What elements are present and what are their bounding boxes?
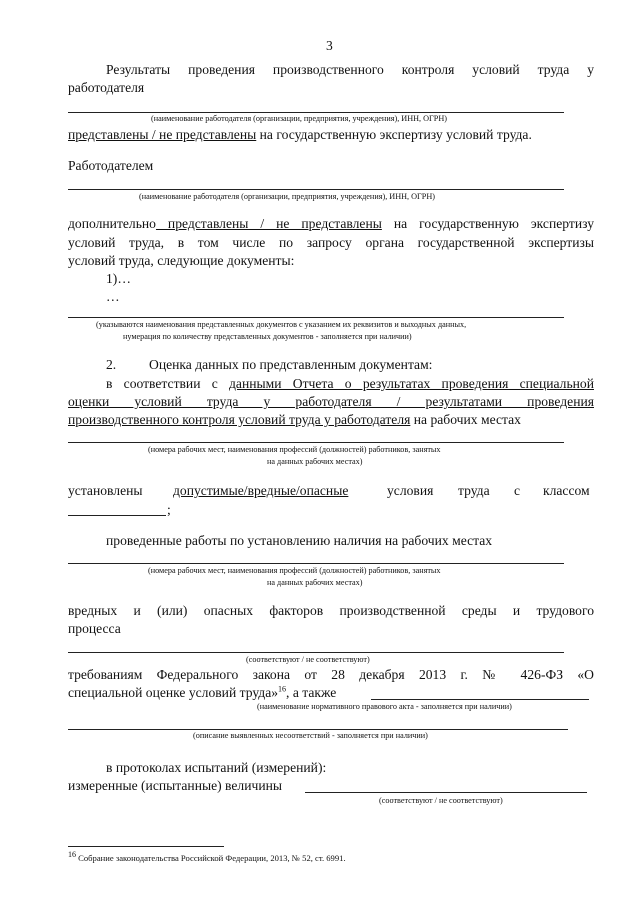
employer-blank-line-2 <box>68 189 564 190</box>
section2-p1-line3 <box>68 412 521 428</box>
section2-p1-line2: оценки условий труда у работодателя / результатами проведения <box>68 394 594 409</box>
conditions-word: условия <box>387 483 434 498</box>
workplaces-blank-line-1 <box>68 442 564 443</box>
factors-line-1: вредных и (или) опасных факторов производственной среды и трудового <box>68 603 594 618</box>
normative-act-blank-line <box>371 699 589 700</box>
semicolon: ; <box>167 502 171 517</box>
footnote-separator <box>68 846 224 847</box>
factors-line-2: процесса <box>68 621 121 636</box>
p1-production-control: производственного контроля условий труда у работодателя <box>68 412 411 427</box>
requirements-law-name: специальной оценке условий труда» <box>68 685 279 700</box>
employer-label: Работодателем <box>68 158 154 173</box>
caption-workplaces-2b: на данных рабочих местах) <box>267 578 363 587</box>
footnote-ref-16: 16 <box>278 684 287 694</box>
section2-number: 2. <box>106 357 117 372</box>
presented-options: представлены / не представлены <box>68 127 257 142</box>
established-word: установлены <box>68 483 143 498</box>
caption-normative: (наименование нормативного правового акта - заполняется при наличии) <box>257 702 512 711</box>
with-word: с <box>514 483 521 498</box>
caption-workplaces-1a: (номера рабочих мест, наименования профессий (должностей) работников, занятых <box>148 445 441 454</box>
additional-tail: на государственную экспертизу <box>381 216 594 231</box>
requirements-line-2 <box>68 685 336 701</box>
additional-line-1 <box>68 216 594 232</box>
conform-blank-line-1 <box>68 652 564 653</box>
measured-values-label: измеренные (испытанные) величины <box>68 778 283 793</box>
caption-employer-2: (наименование работодателя (организации, предприятия, учреждения), ИНН, ОГРН) <box>139 192 435 201</box>
labor-word: труда <box>458 483 490 498</box>
list-item-1: 1)… <box>106 271 131 286</box>
section1-title-line2: работодателя <box>68 80 145 95</box>
additional-line-2: условий труда, в том числе по запросу органа государственной экспертизы <box>68 235 594 250</box>
employer-blank-line-1 <box>68 112 564 113</box>
caption-workplaces-2a: (номера рабочих мест, наименования профессий (должностей) работников, занятых <box>148 566 441 575</box>
requirements-also: , а также <box>286 685 337 700</box>
protocols-line: в протоколах испытаний (измерений): <box>106 760 327 775</box>
footnote-16 <box>68 850 346 863</box>
conditions-options: допустимые/вредные/опасные <box>173 483 349 498</box>
caption-employer-1: (наименование работодателя (организации, предприятия, учреждения), ИНН, ОГРН) <box>151 114 447 123</box>
list-item-2: … <box>106 289 120 304</box>
measured-values-blank-line <box>305 792 587 793</box>
caption-conform-1: (соответствуют / не соответствуют) <box>246 655 370 664</box>
p1-report-link: данными Отчета о результатах проведения специальной <box>229 376 594 391</box>
caption-documents-2: нумерация по количеству представленных документов - заполняется при наличии) <box>123 332 412 341</box>
caption-workplaces-1b: на данных рабочих местах) <box>267 457 363 466</box>
caption-discrepancies: (описание выявленных несоответствий - заполняется при наличии) <box>193 731 428 740</box>
caption-conform-2: (соответствуют / не соответствуют) <box>379 796 503 805</box>
discrepancies-blank-line <box>68 729 568 730</box>
presented-tail: на государственную экспертизу условий труда. <box>256 127 532 142</box>
presented-sentence <box>68 127 532 143</box>
additional-options: представлены / не представлены <box>155 216 382 231</box>
class-blank-line <box>68 515 166 516</box>
additional-prefix: дополнительно <box>68 216 156 231</box>
additional-line-3: условий труда, следующие документы: <box>68 253 295 268</box>
footnote-text: Собрание законодательства Российской Федерации, 2013, № 52, ст. 6991. <box>76 853 346 863</box>
workplaces-blank-line-2 <box>68 563 564 564</box>
documents-blank-line <box>68 317 564 318</box>
requirements-line-1: требованиям Федерального закона от 28 декабря 2013 г. № 426-ФЗ «О <box>68 667 594 682</box>
section1-title-line1: Результаты проведения производственного контроля условий труда у <box>106 62 594 77</box>
footnote-mark: 16 <box>68 850 76 860</box>
section2-title: Оценка данных по представленным документам: <box>149 357 433 372</box>
works-line: проведенные работы по установлению наличия на рабочих местах <box>106 533 493 548</box>
p1-prefix: в соответствии с <box>106 376 230 391</box>
page-number: 3 <box>326 38 333 53</box>
section2-p1-line1 <box>106 376 594 392</box>
caption-documents-1: (указываются наименования представленных документов с указанием их реквизитов и выходных данных, <box>96 320 467 329</box>
p1-workplaces-tail: на рабочих местах <box>410 412 521 427</box>
class-word: классом <box>543 483 590 498</box>
